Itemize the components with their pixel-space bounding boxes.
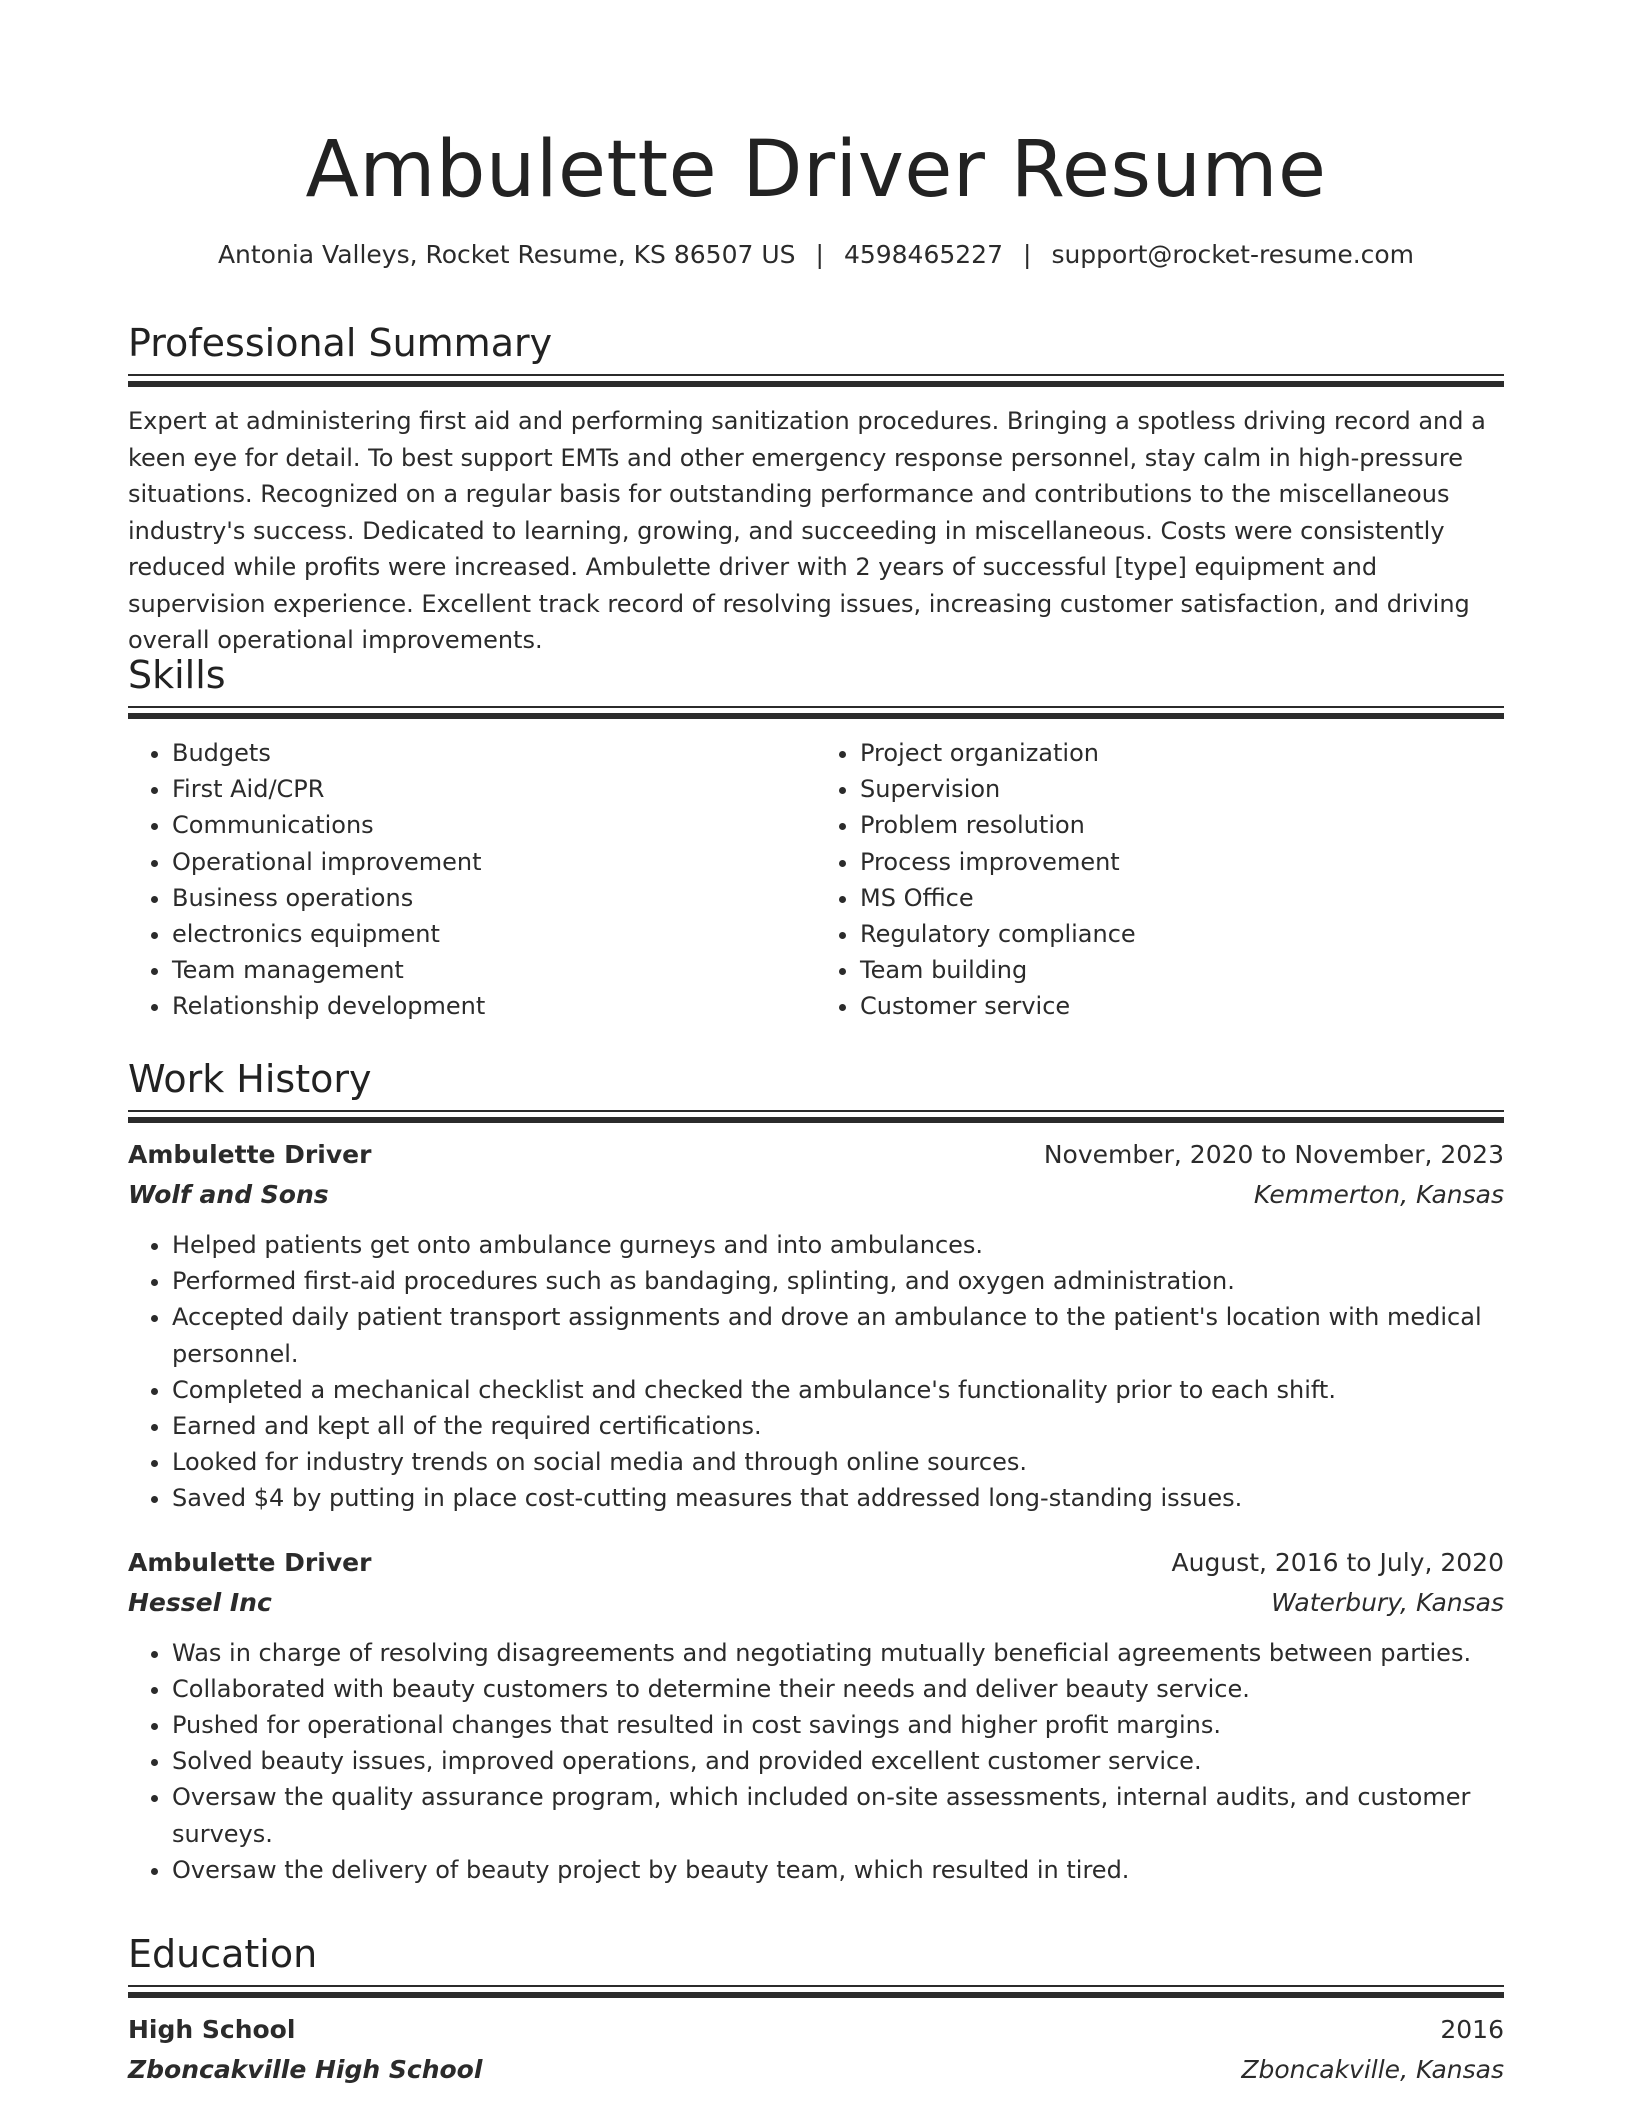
skill-item: • Process improvement [860, 844, 1504, 880]
job-subheader [128, 1175, 1504, 1215]
skills-list-right [816, 735, 1504, 1025]
job-bullet: • Solved beauty issues, improved operations, and provided excellent customer service. [172, 1743, 1504, 1779]
education-year: 2016 [1440, 2015, 1504, 2044]
skill-item: • Project organization [860, 735, 1504, 771]
education-header [128, 2010, 1504, 2050]
skill-item: • First Aid/CPR [172, 771, 816, 807]
job-bullet: • Collaborated with beauty customers to determine their needs and deliver beauty service. [172, 1671, 1504, 1707]
skills-section [128, 650, 1504, 1025]
job-company: Hessel Inc [128, 1587, 272, 1617]
job-bullet: • Was in charge of resolving disagreements and negotiating mutually beneficial agreements between parties. [172, 1635, 1504, 1671]
skill-item: • Team building [860, 952, 1504, 988]
contact-separator: | [815, 240, 824, 269]
job-bullet: • Pushed for operational changes that resulted in cost savings and higher profit margins. [172, 1707, 1504, 1743]
job-header [128, 1543, 1504, 1583]
work-history-section [128, 1054, 1504, 1888]
section-divider [128, 706, 1504, 721]
contact-email: support@rocket-resume.com [1051, 240, 1415, 269]
education-section [128, 1929, 1504, 2090]
contact-line [0, 238, 1632, 272]
skill-item: • Team management [172, 952, 816, 988]
job-bullet: • Helped patients get onto ambulance gurneys and into ambulances. [172, 1227, 1504, 1263]
job-bullet: • Looked for industry trends on social media and through online sources. [172, 1444, 1504, 1480]
job-bullet: • Accepted daily patient transport assignments and drove an ambulance to the patient's location with medical personnel. [172, 1299, 1504, 1371]
contact-phone: 4598465227 [843, 240, 1003, 269]
contact-separator: | [1023, 240, 1032, 269]
section-divider [128, 1110, 1504, 1125]
job-bullets [128, 1635, 1504, 1888]
job-subheader [128, 1583, 1504, 1623]
education-entry [128, 2010, 1504, 2090]
job-bullet: • Oversaw the quality assurance program, which included on-site assessments, internal audits, and customer surveys. [172, 1779, 1504, 1851]
job-bullet: • Performed first-aid procedures such as bandaging, splinting, and oxygen administration. [172, 1263, 1504, 1299]
skill-item: • Business operations [172, 880, 816, 916]
skill-item: • Problem resolution [860, 807, 1504, 843]
resume-title: Ambulette Driver Resume [305, 125, 1327, 215]
section-divider [128, 374, 1504, 389]
job-entry [128, 1543, 1504, 1888]
skills-list-left [128, 735, 816, 1025]
education-school: Zboncakville High School [128, 2055, 483, 2084]
job-dates: August, 2016 to July, 2020 [1171, 1547, 1504, 1577]
job-bullet: • Saved $4 by putting in place cost-cutting measures that addressed long-standing issues. [172, 1480, 1504, 1516]
skill-item: • electronics equipment [172, 916, 816, 952]
summary-section [128, 318, 1504, 659]
job-company: Wolf and Sons [128, 1180, 329, 1209]
job-title: Ambulette Driver [128, 1140, 372, 1169]
job-dates: November, 2020 to November, 2023 [1043, 1140, 1504, 1169]
job-header [128, 1135, 1504, 1175]
skill-item: • Budgets [172, 735, 816, 771]
job-location: Waterbury, Kansas [1271, 1587, 1504, 1617]
education-degree: High School [128, 2015, 296, 2044]
summary-heading: Professional Summary [128, 321, 553, 365]
skill-item: • Operational improvement [172, 844, 816, 880]
education-heading: Education [128, 1932, 318, 1976]
skills-columns [128, 735, 1504, 1025]
summary-text: Expert at administering first aid and performing sanitization procedures. Bringing a spotless driving record and a keen eye for detail. To best support EMTs and other emergency response personnel, stay calm in high-pressure situations. Recognized on a regular basis for outstanding performance and contributions to the miscellaneous industry's success. Dedicated to learning, growing, and succeeding in miscellaneous. Costs were consistently reduced while profits were increased. Ambulette driver with 2 years of successful [type] equipment and supervision experience. Excellent track record of resolving issues, increasing customer satisfaction, and driving overall operational improvements. [128, 407, 1486, 654]
work-history-heading: Work History [128, 1057, 372, 1101]
education-location: Zboncakville, Kansas [1241, 2055, 1504, 2084]
job-bullet: • Completed a mechanical checklist and checked the ambulance's functionality prior to each shift. [172, 1372, 1504, 1408]
job-bullet: • Oversaw the delivery of beauty project by beauty team, which resulted in tired. [172, 1852, 1504, 1888]
job-entry [128, 1135, 1504, 1517]
job-bullet: • Earned and kept all of the required certifications. [172, 1408, 1504, 1444]
job-bullets [128, 1227, 1504, 1517]
job-title: Ambulette Driver [128, 1547, 372, 1577]
skill-item: • MS Office [860, 880, 1504, 916]
skill-item: • Relationship development [172, 988, 816, 1024]
skill-item: • Supervision [860, 771, 1504, 807]
contact-address: Antonia Valleys, Rocket Resume, KS 86507 US [217, 240, 796, 269]
skills-heading: Skills [128, 653, 226, 697]
skill-item: • Communications [172, 807, 816, 843]
education-subheader [128, 2050, 1504, 2090]
skill-item: • Customer service [860, 988, 1504, 1024]
section-divider [128, 1985, 1504, 2000]
job-location: Kemmerton, Kansas [1253, 1180, 1504, 1209]
skill-item: • Regulatory compliance [860, 916, 1504, 952]
